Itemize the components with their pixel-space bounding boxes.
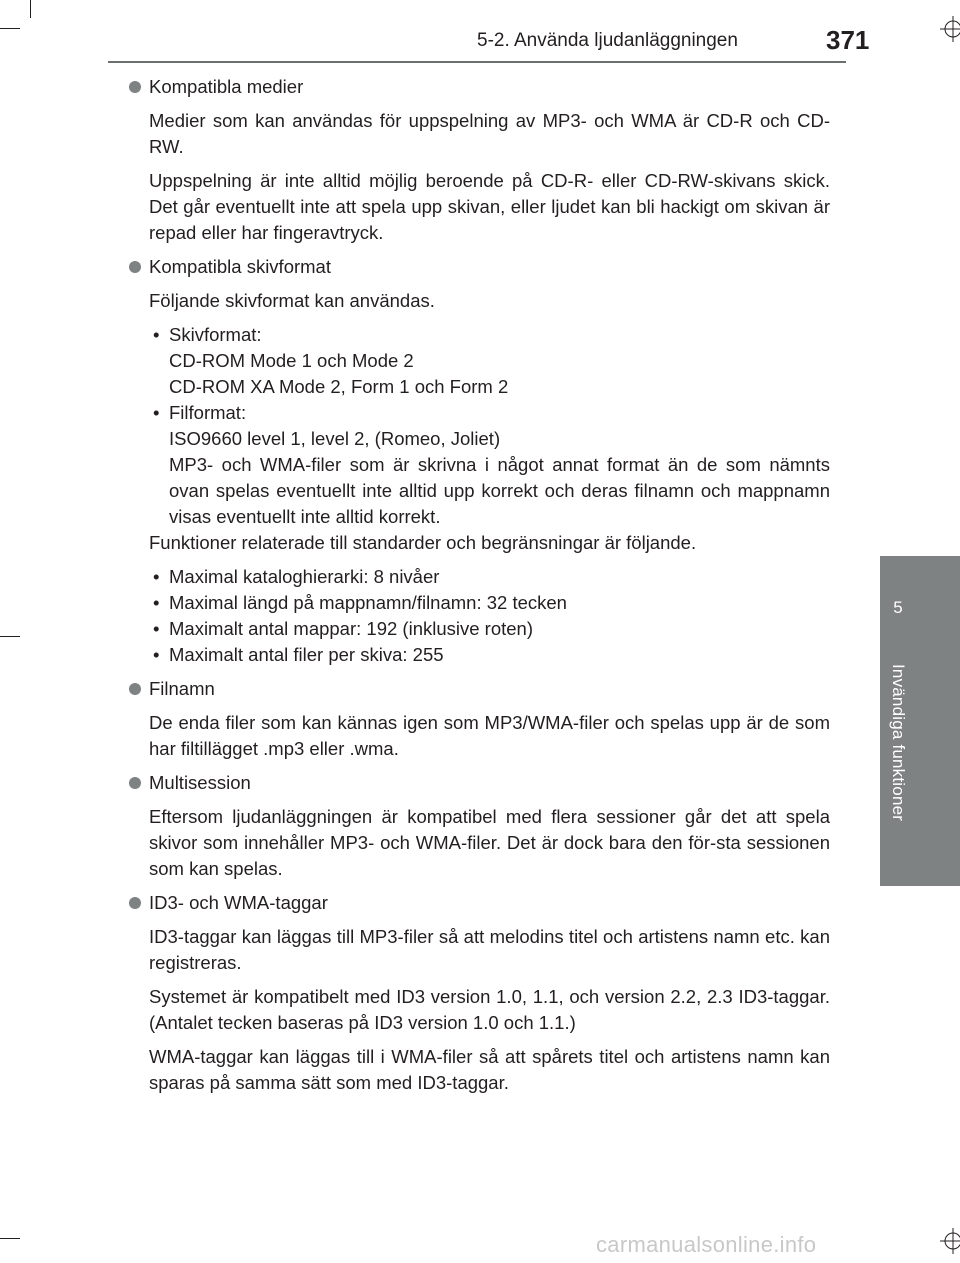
header-rule	[108, 61, 846, 63]
paragraph: Följande skivformat kan användas.	[149, 290, 435, 311]
bullet-glyph: •	[153, 402, 160, 423]
list-item-detail: ISO9660 level 1, level 2, (Romeo, Joliet)	[169, 428, 501, 449]
crop-mark-left-mid	[0, 636, 20, 637]
list-item-text: Maximal kataloghierarki: 8 nivåer	[169, 566, 440, 587]
header-section-title: 5-2. Använda ljudanläggningen	[477, 30, 738, 51]
limits-list	[149, 564, 830, 668]
circle-bullet-icon	[129, 81, 141, 93]
paragraph: De enda filer som kan kännas igen som MP3/WMA-filer och spelas upp är de som har filtillägget .mp3 eller .wma.	[149, 712, 830, 759]
bullet-glyph: •	[153, 592, 160, 613]
list-item	[149, 564, 830, 590]
bullet-glyph: •	[153, 644, 160, 665]
circle-bullet-icon	[129, 777, 141, 789]
paragraph: WMA-taggar kan läggas till i WMA-filer så att spårets titel och artistens namn kan sparas på samma sätt som med ID3-taggar.	[149, 1046, 830, 1093]
circle-bullet-icon	[129, 897, 141, 909]
crop-mark-top-left-v	[30, 0, 31, 18]
list-item-text: Maximalt antal mappar: 192 (inklusive roten)	[169, 618, 533, 639]
circle-bullet-icon	[129, 683, 141, 695]
list-item-text: Maximal längd på mappnamn/filnamn: 32 tecken	[169, 592, 567, 613]
circle-bullet-icon	[129, 261, 141, 273]
registration-mark-bottom-right	[940, 1228, 960, 1254]
heading-text: Multisession	[149, 772, 251, 793]
bullet-glyph: •	[153, 618, 160, 639]
heading-text: Filnamn	[149, 678, 215, 699]
list-item-label: Filformat:	[169, 402, 247, 423]
list-item	[149, 400, 830, 530]
page-number: 371	[826, 25, 870, 55]
heading-text: Kompatibla skivformat	[149, 256, 331, 277]
bullet-glyph: •	[153, 324, 160, 345]
paragraph: Medier som kan användas för uppspelning av MP3- och WMA är CD-R och CD-RW.	[149, 110, 830, 157]
heading-id3-wma-tags	[128, 890, 830, 916]
list-item	[149, 590, 830, 616]
list-item	[149, 642, 830, 668]
paragraph: Funktioner relaterade till standarder och begränsningar är följande.	[149, 532, 697, 553]
registration-mark-top-right	[940, 16, 960, 42]
crop-mark-top-left-h	[0, 28, 20, 29]
paragraph: Eftersom ljudanläggningen är kompatibel med flera sessioner går det att spela skivor som innehåller MP3- och WMA-filer. Det är dock bara den för-sta sessionen som kan spelas.	[149, 806, 830, 879]
format-list	[149, 322, 830, 530]
chapter-number: 5	[893, 598, 903, 617]
heading-filenames	[128, 676, 830, 702]
list-item-detail: CD-ROM Mode 1 och Mode 2	[169, 350, 414, 371]
list-item-detail: CD-ROM XA Mode 2, Form 1 och Form 2	[169, 376, 509, 397]
heading-text: ID3- och WMA-taggar	[149, 892, 328, 913]
page-content	[128, 74, 830, 1104]
list-item	[149, 322, 830, 400]
paragraph: Uppspelning är inte alltid möjlig beroende på CD-R- eller CD-RW-skivans skick. Det går eventuellt inte att spela upp skivan, eller ljudet kan bli hackigt om skivan är repad eller har fingeravtryck.	[149, 170, 830, 243]
list-item	[149, 616, 830, 642]
heading-multisession	[128, 770, 830, 796]
list-item-detail: MP3- och WMA-filer som är skrivna i något annat format än de som nämnts ovan spelas eventuellt inte alltid upp korrekt och deras filnamn och mappnamn visas eventuellt inte alltid korrekt.	[169, 454, 830, 527]
watermark: carmanualsonline.info	[596, 1232, 817, 1257]
chapter-title: Invändiga funktioner	[889, 664, 908, 822]
list-item-label: Skivformat:	[169, 324, 262, 345]
crop-mark-bottom-left-h	[0, 1238, 20, 1239]
heading-compatible-media	[128, 74, 830, 100]
list-item-text: Maximalt antal filer per skiva: 255	[169, 644, 444, 665]
paragraph: ID3-taggar kan läggas till MP3-filer så att melodins titel och artistens namn etc. kan registreras.	[149, 926, 830, 973]
heading-text: Kompatibla medier	[149, 76, 304, 97]
heading-disc-formats	[128, 254, 830, 280]
paragraph: Systemet är kompatibelt med ID3 version 1.0, 1.1, och version 2.2, 2.3 ID3-taggar. (Antalet tecken baseras på ID3 version 1.0 och 1.1.)	[149, 986, 830, 1033]
bullet-glyph: •	[153, 566, 160, 587]
